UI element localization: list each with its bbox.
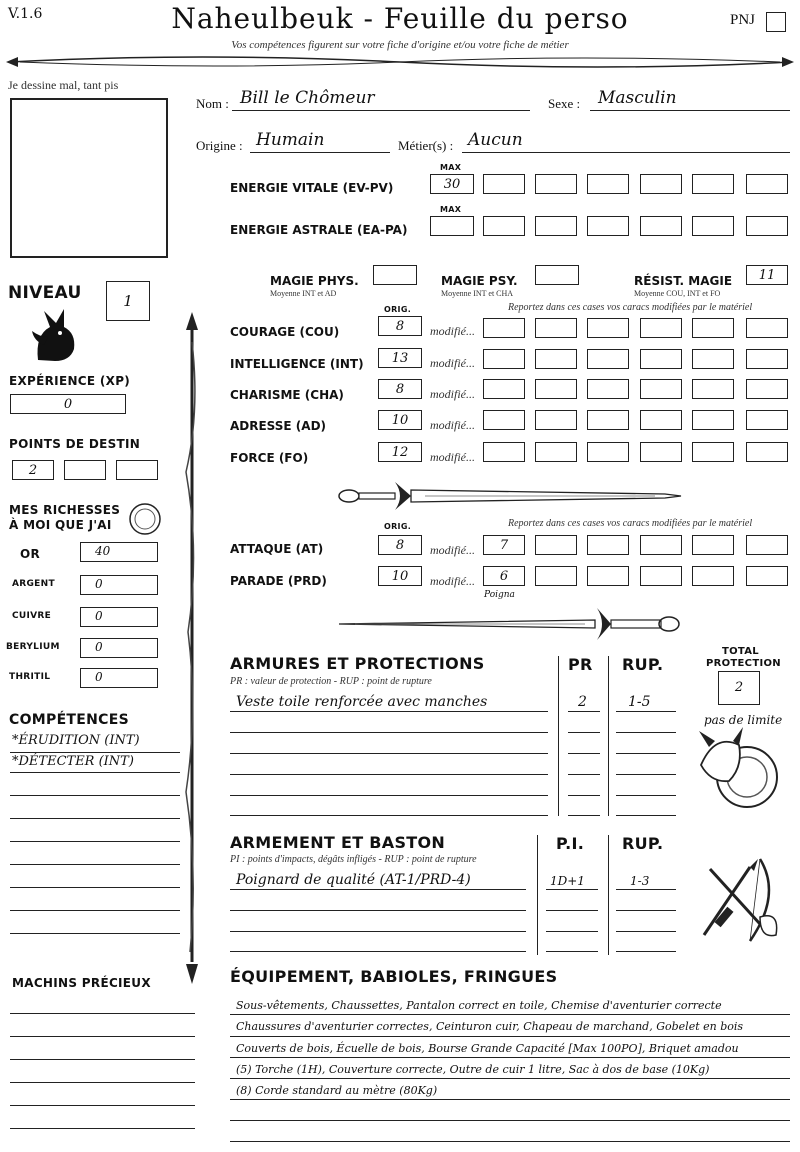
metier-underline	[462, 152, 790, 153]
charisme-box-3[interactable]	[587, 379, 629, 399]
xp-label: EXPÉRIENCE (XP)	[9, 374, 131, 388]
machins-line-5	[10, 1105, 195, 1106]
richesses-label-2: À MOI QUE J'AI	[9, 518, 112, 532]
ea-box-6[interactable]	[692, 216, 734, 236]
force-label: FORCE (FO)	[230, 451, 309, 465]
weapons-icon	[690, 855, 785, 945]
attaque-modifie: modifié...	[430, 543, 475, 557]
competence-line-3	[10, 795, 180, 796]
attaque-box-3[interactable]	[587, 535, 629, 555]
armure-row-1-name[interactable]: Veste toile renforcée avec manches	[236, 694, 488, 710]
armure-line-4b	[568, 774, 600, 775]
total-protection-field[interactable]: 2	[718, 671, 760, 705]
courage-label: COURAGE (COU)	[230, 325, 340, 339]
machins-line-3	[10, 1059, 195, 1060]
nom-field[interactable]: Bill le Chômeur	[240, 88, 375, 108]
parade-box-2[interactable]	[535, 566, 577, 586]
armure-row-1-pr[interactable]: 2	[578, 694, 587, 710]
intelligence-box-3[interactable]	[587, 349, 629, 369]
charisme-box-4[interactable]	[640, 379, 682, 399]
parade-mod-note: Poigna	[484, 590, 515, 600]
thritil-field[interactable]: 0	[80, 668, 158, 688]
parade-label: PARADE (PRD)	[230, 574, 327, 588]
equipement-rule-4	[230, 1078, 790, 1079]
arme-line-3	[230, 931, 526, 932]
armure-line-6	[230, 815, 548, 816]
equipement-line-2[interactable]: Chaussures d'aventurier correctes, Ceinturon cuir, Chapeau de marchand, Gobelet en bois	[236, 1020, 744, 1033]
courage-box-4[interactable]	[640, 318, 682, 338]
competence-line-5	[10, 841, 180, 842]
equipement-line-5[interactable]: (8) Corde standard au mètre (80Kg)	[236, 1084, 438, 1097]
machins-label: MACHINS PRÉCIEUX	[12, 976, 151, 990]
armure-line-6c	[616, 815, 676, 816]
ev-label: ENERGIE VITALE (EV-PV)	[230, 181, 394, 195]
courage-box-2[interactable]	[535, 318, 577, 338]
charisme-box-2[interactable]	[535, 379, 577, 399]
intelligence-box-4[interactable]	[640, 349, 682, 369]
intelligence-box-1[interactable]	[483, 349, 525, 369]
arme-line-3c	[616, 931, 676, 932]
competence-line-1	[10, 752, 180, 753]
magie-phys-field[interactable]	[373, 265, 417, 285]
armement-col-pi: P.I.	[556, 834, 585, 853]
armement-col-rup: RUP.	[622, 834, 664, 853]
coin-icon	[128, 502, 162, 536]
pnj-label: PNJ	[730, 12, 756, 28]
charisme-box-1[interactable]	[483, 379, 525, 399]
armures-note: PR : valeur de protection - RUP : point de rupture	[230, 676, 432, 687]
courage-box-1[interactable]	[483, 318, 525, 338]
ea-box-4[interactable]	[587, 216, 629, 236]
armures-divider-2	[608, 656, 609, 816]
header-arrow-ornament	[0, 52, 800, 72]
armures-divider-1	[558, 656, 559, 816]
orig-label: ORIG.	[384, 305, 412, 314]
resist-magie-label: RÉSIST. MAGIE	[634, 274, 733, 288]
ea-box-5[interactable]	[640, 216, 682, 236]
ea-max-label: MAX	[440, 205, 462, 214]
competence-line-4	[10, 818, 180, 819]
arme-line-4	[230, 951, 526, 952]
ev-box-7[interactable]	[746, 174, 788, 194]
armure-line-2	[230, 732, 548, 733]
magie-phys-label: MAGIE PHYS.	[270, 274, 359, 288]
intelligence-label: INTELLIGENCE (INT)	[230, 357, 364, 371]
armement-note: PI : points d'impacts, dégâts infligés - RUP : point de rupture	[230, 854, 477, 865]
ev-max-field[interactable]: 30	[430, 174, 474, 194]
nom-label: Nom :	[196, 96, 229, 111]
competence-line-7	[10, 887, 180, 888]
portrait-box[interactable]	[10, 98, 168, 258]
equipement-rule-3	[230, 1057, 790, 1058]
equipement-rule-6	[230, 1120, 790, 1121]
adresse-field[interactable]: 10	[378, 410, 422, 430]
magie-psy-note: Moyenne INT et CHA	[441, 289, 514, 298]
force-modifie: modifié...	[430, 450, 475, 464]
arme-line-1b	[546, 889, 598, 890]
attaque-box-5[interactable]	[692, 535, 734, 555]
armure-line-2c	[616, 732, 676, 733]
richesses-label-1: MES RICHESSES	[9, 503, 121, 517]
intelligence-modifie: modifié...	[430, 356, 475, 370]
arme-line-4b	[546, 951, 598, 952]
courage-box-3[interactable]	[587, 318, 629, 338]
equipement-line-1[interactable]: Sous-vêtements, Chaussettes, Pantalon correct en toile, Chemise d'aventurier correcte	[236, 999, 722, 1012]
sexe-label: Sexe :	[548, 96, 581, 111]
cuivre-field[interactable]: 0	[80, 607, 158, 627]
pnj-checkbox[interactable]	[766, 12, 786, 32]
adresse-box-4[interactable]	[640, 410, 682, 430]
adresse-box-1[interactable]	[483, 410, 525, 430]
total-protection-label-1: TOTAL	[722, 646, 759, 657]
armure-line-3b	[568, 753, 600, 754]
arme-line-3b	[546, 931, 598, 932]
armement-divider-2	[608, 835, 609, 955]
xp-field[interactable]: 0	[10, 394, 126, 414]
resist-magie-field[interactable]: 11	[746, 265, 788, 285]
ea-box-7[interactable]	[746, 216, 788, 236]
ev-box-2[interactable]	[483, 174, 525, 194]
adresse-box-2[interactable]	[535, 410, 577, 430]
berylium-field[interactable]: 0	[80, 638, 158, 658]
destin-box-3[interactable]	[116, 460, 158, 480]
adresse-modifie: modifié...	[430, 418, 475, 432]
ea-max-field[interactable]	[430, 216, 474, 236]
armure-line-1c	[616, 711, 676, 712]
competences-label: COMPÉTENCES	[9, 712, 129, 728]
attaque-box-4[interactable]	[640, 535, 682, 555]
destin-label: POINTS DE DESTIN	[9, 437, 141, 451]
force-box-1[interactable]	[483, 442, 525, 462]
ea-box-3[interactable]	[535, 216, 577, 236]
arme-line-1c	[616, 889, 676, 890]
armure-line-2b	[568, 732, 600, 733]
resist-magie-note: Moyenne COU, INT et FO	[634, 289, 721, 298]
parade-box-6[interactable]	[746, 566, 788, 586]
berylium-label: BERYLIUM	[6, 642, 60, 652]
charisme-label: CHARISME (CHA)	[230, 388, 344, 402]
charisme-box-6[interactable]	[746, 379, 788, 399]
origine-field[interactable]: Humain	[256, 130, 325, 150]
cuivre-label: CUIVRE	[12, 611, 52, 621]
armure-line-3	[230, 753, 548, 754]
courage-modifie: modifié...	[430, 324, 475, 338]
armure-line-3c	[616, 753, 676, 754]
combat-orig-label: ORIG.	[384, 522, 412, 531]
attaque-label: ATTAQUE (AT)	[230, 542, 324, 556]
force-box-6[interactable]	[746, 442, 788, 462]
parade-box-3[interactable]	[587, 566, 629, 586]
sexe-field[interactable]: Masculin	[598, 88, 677, 108]
force-box-5[interactable]	[692, 442, 734, 462]
ev-box-3[interactable]	[535, 174, 577, 194]
equipement-rule-7	[230, 1141, 790, 1142]
armure-row-1-rup[interactable]: 1-5	[628, 694, 651, 710]
thritil-label: THRITIL	[9, 672, 51, 682]
ev-box-6[interactable]	[692, 174, 734, 194]
page-title: Naheulbeuk - Feuille du perso	[171, 2, 629, 35]
machins-line-2	[10, 1036, 195, 1037]
origine-label: Origine :	[196, 138, 243, 153]
or-field[interactable]: 40	[80, 542, 158, 562]
armure-line-5c	[616, 795, 676, 796]
ev-max-label: MAX	[440, 163, 462, 172]
arme-row-1-rup[interactable]: 1-3	[630, 874, 650, 888]
armure-line-6b	[568, 815, 600, 816]
competence-line-9	[10, 933, 180, 934]
equipement-line-4[interactable]: (5) Torche (1H), Couverture correcte, Outre de cuir 1 litre, Sac à dos de base (10Kg)	[236, 1063, 710, 1076]
machins-line-4	[10, 1082, 195, 1083]
metier-field[interactable]: Aucun	[468, 130, 523, 150]
parade-field[interactable]: 10	[378, 566, 422, 586]
equipement-rule-5	[230, 1099, 790, 1100]
courage-field[interactable]: 8	[378, 316, 422, 336]
total-protection-label-2: PROTECTION	[706, 658, 781, 669]
sword-2-icon	[335, 606, 685, 642]
portrait-caption: Je dessine mal, tant pis	[8, 78, 119, 92]
niveau-label: NIVEAU	[8, 283, 82, 303]
attaque-box-1[interactable]: 7	[483, 535, 525, 555]
intelligence-box-2[interactable]	[535, 349, 577, 369]
sexe-underline	[590, 110, 790, 111]
charisme-field[interactable]: 8	[378, 379, 422, 399]
metier-label: Métier(s) :	[398, 138, 454, 153]
arme-line-2c	[616, 910, 676, 911]
equipement-rule-1	[230, 1014, 790, 1015]
machins-line-6	[10, 1128, 195, 1129]
spear-icon	[180, 312, 204, 984]
argent-label: ARGENT	[12, 579, 55, 589]
charisme-modifie: modifié...	[430, 387, 475, 401]
competence-line-8	[10, 910, 180, 911]
armures-col-pr: PR	[568, 655, 593, 674]
pas-de-limite: pas de limite	[704, 713, 783, 727]
attaque-field[interactable]: 8	[378, 535, 422, 555]
adresse-label: ADRESSE (AD)	[230, 419, 327, 433]
equipement-label: ÉQUIPEMENT, BABIOLES, FRINGUES	[230, 967, 558, 986]
version-label: V.1.6	[8, 6, 43, 22]
equipement-rule-2	[230, 1036, 790, 1037]
competence-line-6	[10, 864, 180, 865]
intelligence-box-6[interactable]	[746, 349, 788, 369]
magie-psy-label: MAGIE PSY.	[441, 274, 518, 288]
force-box-4[interactable]	[640, 442, 682, 462]
magie-phys-note: Moyenne INT et AD	[270, 289, 337, 298]
competence-1[interactable]: *ÉRUDITION (INT)	[12, 733, 140, 748]
ev-box-5[interactable]	[640, 174, 682, 194]
ev-box-4[interactable]	[587, 174, 629, 194]
force-box-3[interactable]	[587, 442, 629, 462]
attaque-box-2[interactable]	[535, 535, 577, 555]
combat-note: Reportez dans ces cases vos caracs modifiées par le matériel	[508, 518, 753, 529]
force-field[interactable]: 12	[378, 442, 422, 462]
armure-line-1b	[568, 711, 600, 712]
destin-box-1[interactable]: 2	[12, 460, 54, 480]
competence-2[interactable]: *DÉTECTER (INT)	[12, 754, 134, 769]
attaque-box-6[interactable]	[746, 535, 788, 555]
armement-label: ARMEMENT ET BASTON	[230, 833, 446, 852]
force-box-2[interactable]	[535, 442, 577, 462]
armure-line-4c	[616, 774, 676, 775]
niveau-field[interactable]: 1	[106, 281, 150, 321]
armement-divider-1	[537, 835, 538, 955]
nom-underline	[232, 110, 530, 111]
parade-box-4[interactable]	[640, 566, 682, 586]
stats-note: Reportez dans ces cases vos caracs modifiées par le matériel	[508, 302, 753, 313]
destin-box-2[interactable]	[64, 460, 106, 480]
magie-psy-field[interactable]	[535, 265, 579, 285]
origine-underline	[250, 152, 390, 153]
courage-box-6[interactable]	[746, 318, 788, 338]
parade-modifie: modifié...	[430, 574, 475, 588]
intelligence-box-5[interactable]	[692, 349, 734, 369]
armure-line-5b	[568, 795, 600, 796]
page-subtitle: Vos compétences figurent sur votre fiche d'origine et/ou votre fiche de métier	[231, 39, 569, 51]
armure-line-4	[230, 774, 548, 775]
argent-field[interactable]: 0	[80, 575, 158, 595]
parade-box-5[interactable]	[692, 566, 734, 586]
competence-line-2	[10, 772, 180, 773]
adresse-box-6[interactable]	[746, 410, 788, 430]
dragon-icon	[30, 305, 80, 365]
parade-box-1[interactable]: 6	[483, 566, 525, 586]
arme-row-1-name[interactable]: Poignard de qualité (AT-1/PRD-4)	[236, 872, 471, 888]
machins-line-1	[10, 1013, 195, 1014]
adresse-box-3[interactable]	[587, 410, 629, 430]
courage-box-5[interactable]	[692, 318, 734, 338]
equipement-line-3[interactable]: Couverts de bois, Écuelle de bois, Bourse Grande Capacité [Max 100PO], Briquet amadou	[236, 1042, 739, 1055]
armures-col-rup: RUP.	[622, 655, 664, 674]
arme-row-1-pi[interactable]: 1D+1	[550, 874, 585, 888]
ea-label: ENERGIE ASTRALE (EA-PA)	[230, 223, 408, 237]
armures-label: ARMURES ET PROTECTIONS	[230, 654, 485, 673]
adresse-box-5[interactable]	[692, 410, 734, 430]
arme-line-4c	[616, 951, 676, 952]
arme-line-2b	[546, 910, 598, 911]
or-label: OR	[20, 547, 41, 561]
arme-line-1	[230, 889, 526, 890]
armure-line-1	[230, 711, 548, 712]
helmet-shield-icon	[695, 725, 785, 815]
sword-icon	[335, 478, 685, 514]
arme-line-2	[230, 910, 526, 911]
ea-box-2[interactable]	[483, 216, 525, 236]
charisme-box-5[interactable]	[692, 379, 734, 399]
armure-line-5	[230, 795, 548, 796]
intelligence-field[interactable]: 13	[378, 348, 422, 368]
